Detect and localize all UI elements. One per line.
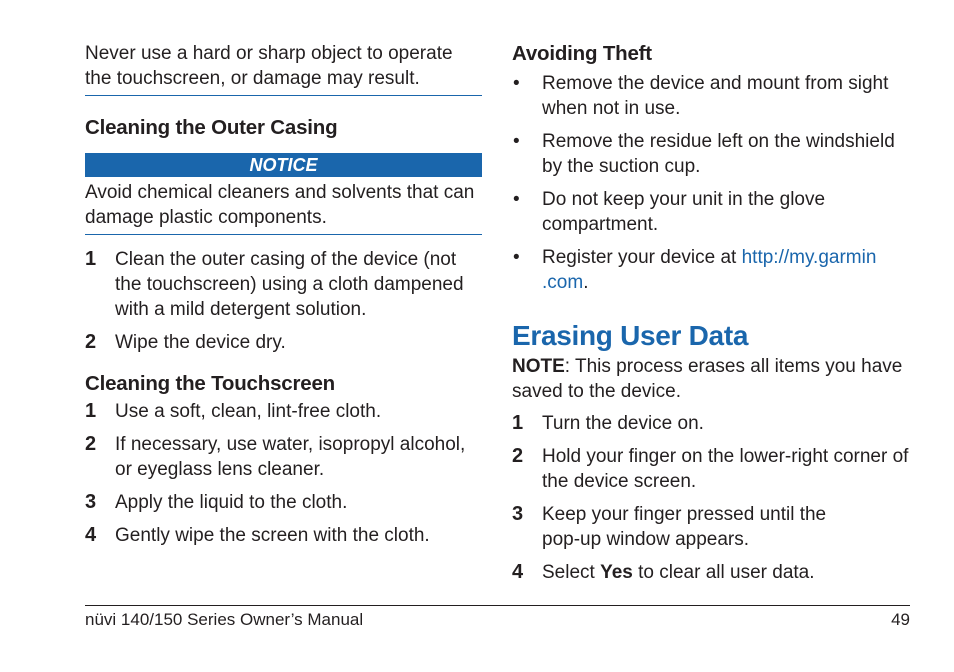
bullet-text: Remove the residue left on the windshield by the suction cup. <box>542 131 895 177</box>
step-text: Apply the liquid to the cloth. <box>115 492 348 513</box>
erasing-steps <box>512 411 910 585</box>
note-text: : This process erases all items you have saved to the device. <box>512 356 903 402</box>
bullet-dot: • <box>513 247 520 268</box>
notice-box <box>85 153 482 235</box>
bullet-text: Remove the device and mount from sight when not in use. <box>542 73 889 119</box>
bullet-item <box>512 245 910 295</box>
erasing-user-data-title: Erasing User Data <box>512 320 749 351</box>
step-number: 2 <box>85 331 97 353</box>
bullet-item <box>512 129 910 179</box>
step-item <box>85 330 482 355</box>
theft-bullet-list <box>512 71 910 295</box>
step-item <box>512 411 910 436</box>
step-item <box>512 502 910 552</box>
notice-text: Avoid chemical cleaners and solvents that can damage plastic components. <box>85 182 475 228</box>
step-number: 2 <box>85 433 97 455</box>
touchscreen-heading: Cleaning the Touchscreen <box>85 372 335 395</box>
manual-title: nüvi 140/150 Series Owner’s Manual <box>85 610 364 629</box>
note-paragraph <box>512 354 910 404</box>
step-text: Use a soft, clean, lint-free cloth. <box>115 401 382 422</box>
intro-paragraph-block <box>85 41 482 96</box>
step-number: 3 <box>85 491 97 513</box>
bullet-dot: • <box>513 73 520 94</box>
yes-option-label: Yes <box>600 562 633 583</box>
bullet-item <box>512 187 910 237</box>
step-item <box>85 523 482 548</box>
garmin-link[interactable]: http://my.garmin .com <box>542 247 877 293</box>
step-number: 3 <box>512 503 524 525</box>
left-column <box>85 41 482 548</box>
step-number: 1 <box>512 412 524 434</box>
bullet-text: Do not keep your unit in the glove compartment. <box>542 189 826 235</box>
step-number: 4 <box>85 524 97 546</box>
touchscreen-steps <box>85 399 482 548</box>
step-number: 1 <box>85 400 97 422</box>
step-text-prefix: Select <box>542 562 601 583</box>
intro-paragraph: Never use a hard or sharp object to operate the touchscreen, or damage may result. <box>85 43 453 89</box>
page-footer <box>85 605 910 631</box>
notice-label: NOTICE <box>85 153 482 177</box>
bullet-item <box>512 71 910 121</box>
step-text: Wipe the device dry. <box>115 332 286 353</box>
step-item <box>85 247 482 322</box>
register-prefix: Register your device at <box>542 247 742 268</box>
notice-text-block <box>85 177 482 235</box>
step-text: Clean the outer casing of the device (not the touchscreen) using a cloth dampened with a mild detergent solution. <box>115 249 464 320</box>
outer-casing-heading: Cleaning the Outer Casing <box>85 116 338 139</box>
step-number: 2 <box>512 445 524 467</box>
step-text: Turn the device on. <box>542 413 704 434</box>
right-column <box>512 41 910 585</box>
step-text-suffix: to clear all user data. <box>632 562 815 583</box>
step-text: Gently wipe the screen with the cloth. <box>115 525 430 546</box>
avoiding-theft-heading: Avoiding Theft <box>512 42 652 65</box>
step-text: Keep your finger pressed until the pop-up window appears. <box>542 504 827 550</box>
bullet-dot: • <box>513 131 520 152</box>
outer-casing-steps <box>85 247 482 355</box>
step-item <box>85 490 482 515</box>
step-item <box>85 399 482 424</box>
register-suffix: . <box>583 272 589 293</box>
step-number: 1 <box>85 248 97 270</box>
step-text: Hold your finger on the lower-right corner of the device screen. <box>542 446 909 492</box>
step-item <box>512 560 910 585</box>
page-number: 49 <box>891 610 910 629</box>
note-label: NOTE <box>512 356 565 377</box>
step-item <box>512 444 910 494</box>
step-text: If necessary, use water, isopropyl alcohol, or eyeglass lens cleaner. <box>115 434 466 480</box>
bullet-dot: • <box>513 189 520 210</box>
step-number: 4 <box>512 561 524 583</box>
step-item <box>85 432 482 482</box>
